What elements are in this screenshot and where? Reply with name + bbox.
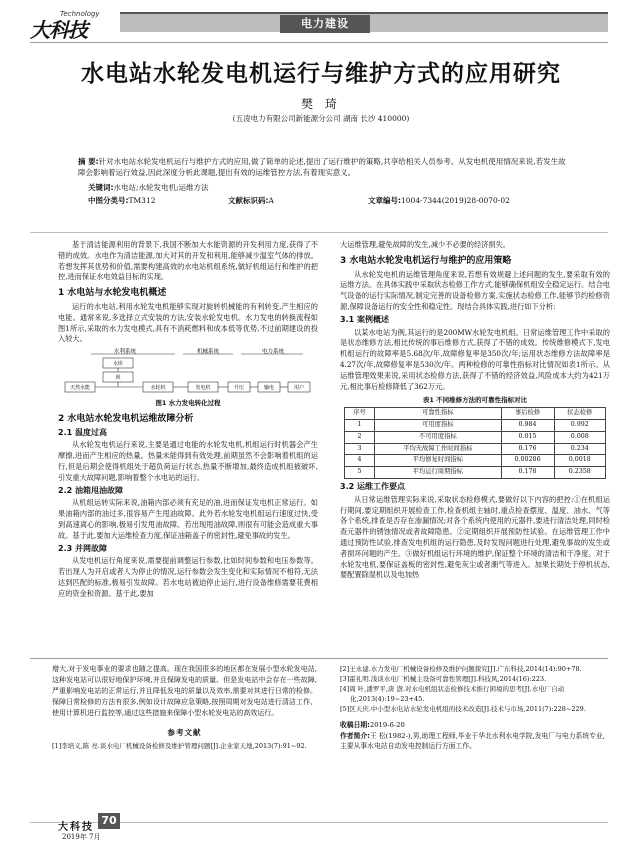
reference-item: [1]李培义,陈 亮.谈水电厂机械设备检修及维护管理问题[J].企业家天地,2013(7):91~92. xyxy=(52,742,307,750)
article-number: 文章编号:1004-7344(2019)28-0070-02 xyxy=(368,196,510,205)
logo-subtext: Technology xyxy=(60,10,100,18)
bottom-divider xyxy=(30,658,608,659)
section-2-2-heading: 2.2 油箱甩油故障 xyxy=(58,485,123,495)
left-column xyxy=(58,240,318,601)
intro-paragraph: 基于清洁能源利用的背景下,我国不断加大水能资源的开发利用力度,获得了不错的成效。水电作为清洁能源,加大对其的开发和利用,能够减少温室气体的排放。若想发挥其优势和价值,需要构建高效的水电站机组系统,做好机组运行和维护的把控,进而保证水电效益目标的实现。 xyxy=(58,240,318,282)
table-header: 事后检修 xyxy=(501,408,554,420)
table-row: 4 平均修复时间指标 0.00286 0.0018 xyxy=(345,455,606,467)
footer-magazine: 大科技 xyxy=(58,822,94,833)
header-divider xyxy=(30,42,608,43)
section-2-3-paragraph: 从发电机运行角度来说,需要提前调整运行参数,比如时间参数和电压参数等。若出现人为开启或者人为停止的情况,运行参数会发生变化和实际情况不相符,无法达到匹配的标准,极易引发故障。若水电站被迫停止运行,进行设备维修需要花费相应的资金和资源。基于此,要加 xyxy=(58,556,318,598)
section-3-1-paragraph: 以某水电站为例,其运行的是200MW水轮发电机组。日常运维管理工作中采取的是状态维修方法,相比传统的事后维修方式,获得了不错的成效。传统维修模式下,发电机组运行的故障率是5.68次/年,故障修复率是350次/年;运用状态维修方法故障率是4.27次/年,故障修复率是530次/年。两种检修的可靠性指标对比情况如表1所示。从运维管理效果来说,采用状态检修方法,获得了不错的经济效益,风险成本大约为421万元,相比事后检修降低了362万元。 xyxy=(340,327,610,391)
table-header-row xyxy=(345,408,606,420)
received-date: 收稿日期:2019-6-20 xyxy=(340,721,405,729)
label-water-system: 水利系统 xyxy=(113,349,137,356)
right-column xyxy=(340,240,610,582)
section-3-2-paragraph: 从日常运维管理实际来说,采取状态检修模式,要做好以下内容的把控:①在机组运行期间,要定期组织开展检查工作,检查机组主轴时,重点检查摆度、温度、油水、气等各个系统,排查是否存在渗漏情况;对各个系统内使用的元器件,要进行清洁处理,同时检查元器件的锈蚀情况或者故障隐患。②定期组织开展预防性试验。在运维管理工作中通过预防性试验,排查发电机组的运行隐患,及时发现问题进行处理,避免事故的发生或者损坏问题的产生。③做好机组运行环境的维护,保证整个环境的清洁和干净度。对于水轮发电机,要保证盖板的密封性,避免灰尘或者潮气等进入。加果长期处于停机状态,要配置除湿机以及电加热 xyxy=(340,494,610,580)
table-1-caption: 表1 不同维修方法的可靠性指标对比 xyxy=(422,396,528,405)
table-header: 状态检修 xyxy=(554,408,605,420)
hydro-flow-diagram xyxy=(63,348,313,394)
box-reservoir: 水库 xyxy=(112,361,124,368)
section-3-heading: 3 水电站水轮发电机运行与维护的应用策略 xyxy=(340,255,512,266)
keywords-label: 关键词: xyxy=(88,183,114,192)
section-2-3-heading: 2.3 并网故障 xyxy=(58,543,107,553)
label-mechanical-system: 机械系统 xyxy=(196,349,220,356)
article-title: 水电站水轮发电机运行与维护方式的应用研究 xyxy=(81,61,561,87)
box-turbine: 水轮机 xyxy=(150,385,166,392)
magazine-logo xyxy=(30,8,120,42)
section-2-1-paragraph: 从水轮发电机运行来说,主要是通过电能的水轮发电机,机组运行时机器会产生摩擦,进而产生相应的热量。热量未能得到有效处理,前期虽然不会影响着机组的运行,但是后期会使得机组处于超负荷运行状态,热量不断增加,最终造成机组被破坏,引发重大故障问题,影响着整个水电站的运行。 xyxy=(58,440,318,482)
table-row: 5 平均运行周期指标 0.178 0.2358 xyxy=(345,467,606,479)
section-2-heading: 2 水电站水轮发电机运维故障分析 xyxy=(58,413,194,424)
bottom-right-column xyxy=(340,664,610,751)
section-3-paragraph: 从水轮发电机的运维管理角度来说,若想有效规避上述问题的发生,要采取有效的运维方法。在具体实践中采取状态检修工作方式,能够确保机组安全稳定运行。结合电气设备的运行实际情况,制定完善的设备检修方案,实施状态检修工作,能够节约检修资源,保障设备运行的安全性和稳定性。现结合具体实践,进行如下分析: xyxy=(340,269,610,311)
continued-paragraph: 大运维管理,避免故障的发生,减少不必要的经济损失。 xyxy=(340,240,510,249)
table-row: 2 不可用度指标 0.015 0.008 xyxy=(345,431,606,443)
section-2-1-heading: 2.1 温度过高 xyxy=(58,427,107,437)
conclusion-paragraph: 增大,对于发电事业的要求也随之提高。现在我国很多的地区都在发展小型水轮发电站,这种发电站可以很好地保护环境,并且保障发电的质量。但是发电站中会存在一些故障,严重影响发电站的正常运行,并且降低发电的质量以及效率,需要对其进行日常的检修。保障日常检修的方法有很多,例如设计故障应急策略,按照周期对发电站进行清洁工作、使用计算机进行监控等,通过这些措施来保障小型水轮发电站的高效运行。 xyxy=(52,665,317,717)
reference-item: [2]王永建.水力发电厂机械设备检修及维护问题探究[J].广东科技,2014(14):90+78. xyxy=(340,665,582,673)
author: 樊 琦 xyxy=(301,97,341,111)
section-3-2-heading: 3.2 运维工作要点 xyxy=(340,481,405,491)
table-row: 1 可用度指标 0.984 0.992 xyxy=(345,419,606,431)
table-header: 序号 xyxy=(345,408,375,420)
affiliation: (五凌电力有限公司新能源分公司 湖南 长沙 410000) xyxy=(232,114,410,123)
box-natural-water: 天然水能 xyxy=(69,385,91,392)
keywords xyxy=(88,182,566,193)
abstract-label: 摘 要: xyxy=(78,157,99,166)
reference-item: [5]区天庆.中小型水电站水轮发电机组的技术改造[J].技术与市场,2011(7):228~229. xyxy=(340,705,586,713)
box-user: 用户 xyxy=(293,385,305,392)
box-generator: 发电机 xyxy=(195,385,211,392)
figure-1-caption: 图1 水力发电转化过程 xyxy=(155,398,221,407)
bottom-left-column xyxy=(52,664,317,751)
table-row: 3 平均无故障工作时间指标 0.176 0.234 xyxy=(345,443,606,455)
abstract xyxy=(78,156,566,178)
box-step-up: 升压 xyxy=(233,385,245,392)
keywords-text: 水电站;水轮发电机;运维方法 xyxy=(113,183,209,192)
section-1-heading: 1 水电站与水轮发电机概述 xyxy=(58,288,167,299)
section-3-1-heading: 3.1 案例概述 xyxy=(340,314,389,324)
meta-divider xyxy=(30,232,608,233)
section-2-2-paragraph: 从机组运转实际来说,油箱内部必须有充足的油,进而保证发电机正常运行。如果油箱内部的油过多,很容易产生甩油故障。此外若水轮发电机组运行速度过快,受到高速离心的影响,极易引发甩油故障。若出现甩油故障,则很有可能会造成重大事故。基于此,要加大运维检查力度,保证油箱盖子的密封性,避免事故的发生。 xyxy=(58,498,318,540)
table-header: 可靠性指标 xyxy=(374,408,501,420)
reference-item: [3]霍礼明.浅谈水电厂机械主设备可靠性管理[J].科技风,2014(16):223. xyxy=(340,675,547,683)
box-transmission: 输电 xyxy=(263,385,275,392)
label-power-system: 电力系统 xyxy=(261,349,285,356)
reference-item: [4]周 叶,潘罗平,唐 澍.对水电机组状态检修技术推行困境的思考[J].水电厂自动化,2013(4):19~23+45. xyxy=(340,685,565,703)
section-banner xyxy=(120,12,608,32)
section-1-paragraph: 运行的水电站,利用水轮发电机能够实现对旋转机械能的有利转变,产生相应的电能。通常来说,多选择立式安装的方法,安装水轮发电机。水力发电的转换流程如图1所示,采取的水力发电模式,具有不消耗燃料和成本低等优势,不过前期建设的投入较大。 xyxy=(58,301,318,344)
logo-text: 大科技 xyxy=(30,18,87,42)
clc-number: 中图分类号:TM312 xyxy=(88,196,156,205)
page-number: 70 xyxy=(98,813,120,829)
reliability-table xyxy=(344,407,606,479)
author-bio: 作者简介:王 松(1982-),男,助理工程师,毕业于华北水利水电学院,发电厂与电力系统专业,主要从事水电站自动发电控制运行方面工作。 xyxy=(340,732,605,750)
section-title: 电力建设 xyxy=(280,15,370,33)
doc-code: 文献标识码:A xyxy=(228,196,274,205)
figure-1 xyxy=(63,348,313,409)
abstract-text: 针对水电站水轮发电机运行与维护方式的应用,做了简单的论述,提出了运行维护的策略,共享给相关人员参考。从发电机使用情况来说,若发生故障会影响着运行效益,因此深度分析此课题,提出有效的运维管控方法,有着现实意义。 xyxy=(78,157,566,177)
box-dam: 坝 xyxy=(115,375,121,382)
issue-date: 2019年 7月 xyxy=(62,833,101,841)
references-heading: 参考文献 xyxy=(167,728,202,737)
